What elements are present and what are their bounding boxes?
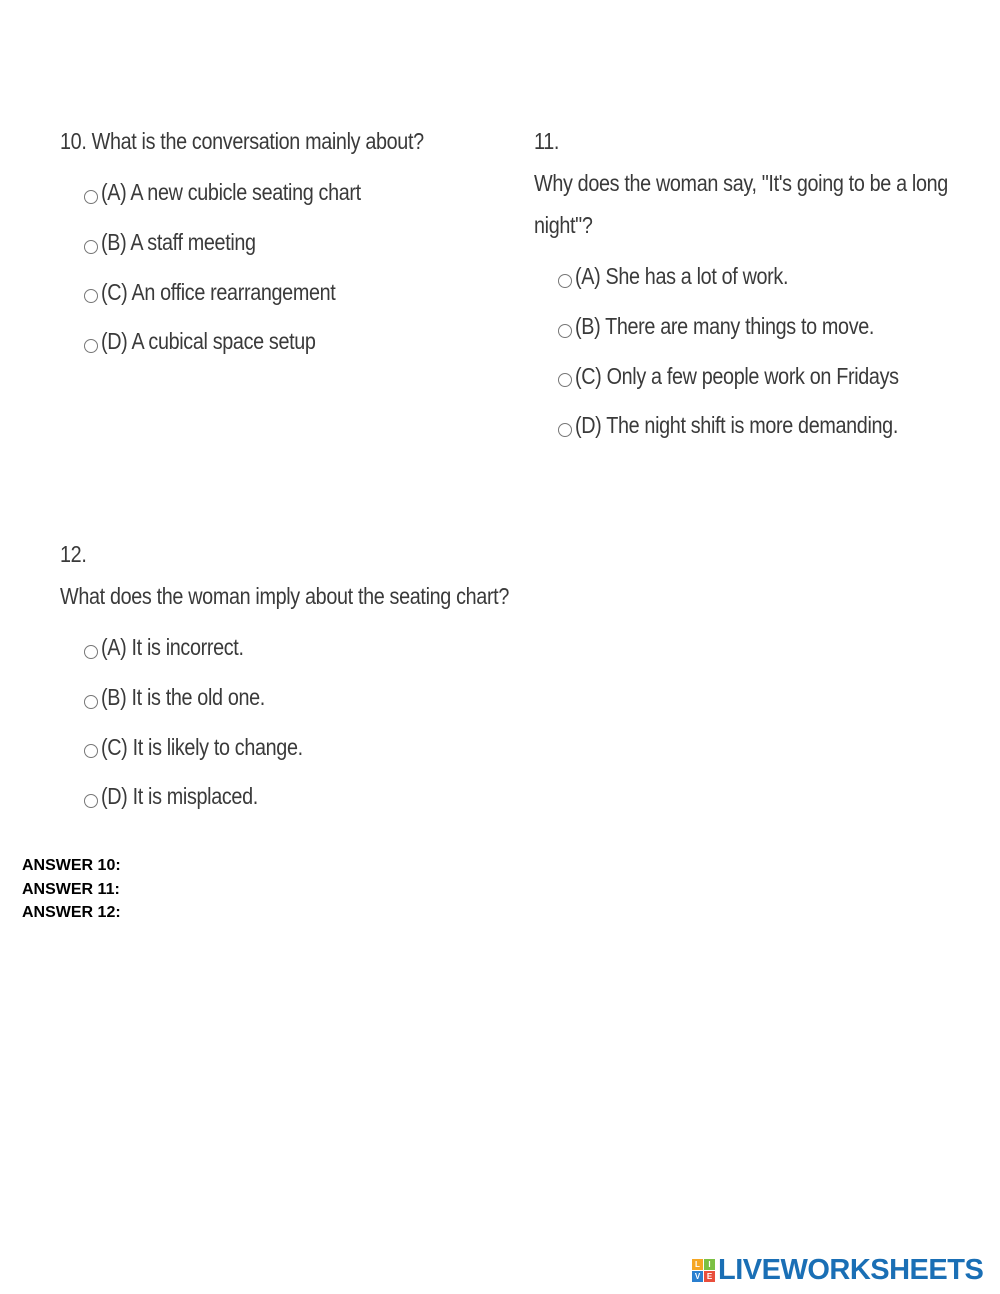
option-10-d[interactable] (84, 317, 483, 367)
answer-11-label: ANSWER 11: (22, 880, 120, 898)
radio-button[interactable] (558, 274, 572, 288)
option-label: (D) A cubical space setup (101, 328, 316, 355)
answer-section (22, 854, 121, 925)
option-11-d[interactable] (558, 401, 1000, 451)
radio-button[interactable] (84, 190, 98, 204)
radio-button[interactable] (84, 289, 98, 303)
option-10-b[interactable] (84, 218, 483, 268)
question-11-text-line2: night"? (534, 212, 593, 238)
radio-button[interactable] (84, 744, 98, 758)
radio-button[interactable] (84, 794, 98, 808)
logo-mark-cell: V (692, 1271, 703, 1282)
question-12-number: 12. (60, 541, 87, 567)
option-label: (A) It is incorrect. (101, 634, 244, 661)
question-10-options (60, 168, 483, 367)
liveworksheets-logo (692, 1252, 983, 1288)
logo-text: LIVEWORKSHEETS (718, 1253, 984, 1286)
radio-button[interactable] (84, 339, 98, 353)
radio-button[interactable] (558, 324, 572, 338)
question-12-options (60, 623, 582, 822)
question-11-options (534, 252, 1000, 451)
radio-button[interactable] (84, 240, 98, 254)
logo-mark-icon (692, 1259, 715, 1282)
option-11-a[interactable] (558, 252, 1000, 302)
answer-12-label: ANSWER 12: (22, 904, 121, 921)
option-label: (B) A staff meeting (101, 229, 256, 256)
option-label: (D) It is misplaced. (101, 783, 258, 810)
option-label: (A) She has a lot of work. (575, 263, 789, 290)
question-12-text: What does the woman imply about the seating chart? (60, 583, 510, 609)
question-11 (534, 120, 1000, 451)
option-label: (C) Only a few people work on Fridays (575, 362, 899, 389)
option-11-b[interactable] (558, 302, 1000, 352)
option-label: (D) The night shift is more demanding. (575, 412, 898, 439)
radio-button[interactable] (84, 695, 98, 709)
option-11-c[interactable] (558, 351, 1000, 401)
option-12-a[interactable] (84, 623, 582, 673)
option-12-b[interactable] (84, 673, 582, 723)
question-11-number: 11. (534, 128, 560, 154)
radio-button[interactable] (558, 423, 572, 437)
option-label: (C) It is likely to change. (101, 733, 303, 760)
question-10-text: 10. What is the conversation mainly about? (60, 128, 424, 154)
logo-mark-cell: I (704, 1259, 715, 1270)
logo-mark-cell: E (704, 1271, 715, 1282)
option-12-d[interactable] (84, 772, 582, 822)
option-label: (A) A new cubicle seating chart (101, 179, 361, 206)
question-12 (60, 533, 582, 822)
option-label: (B) There are many things to move. (575, 313, 875, 340)
logo-mark-cell: L (692, 1259, 703, 1270)
radio-button[interactable] (558, 373, 572, 387)
option-label: (B) It is the old one. (101, 684, 265, 711)
option-12-c[interactable] (84, 722, 582, 772)
answer-10-label: ANSWER 10: (22, 857, 121, 874)
option-10-c[interactable] (84, 267, 483, 317)
option-10-a[interactable] (84, 168, 483, 218)
option-label: (C) An office rearrangement (101, 278, 336, 305)
radio-button[interactable] (84, 645, 98, 659)
question-11-text-line1: Why does the woman say, "It's going to be a long (534, 170, 948, 196)
question-10 (60, 120, 483, 367)
